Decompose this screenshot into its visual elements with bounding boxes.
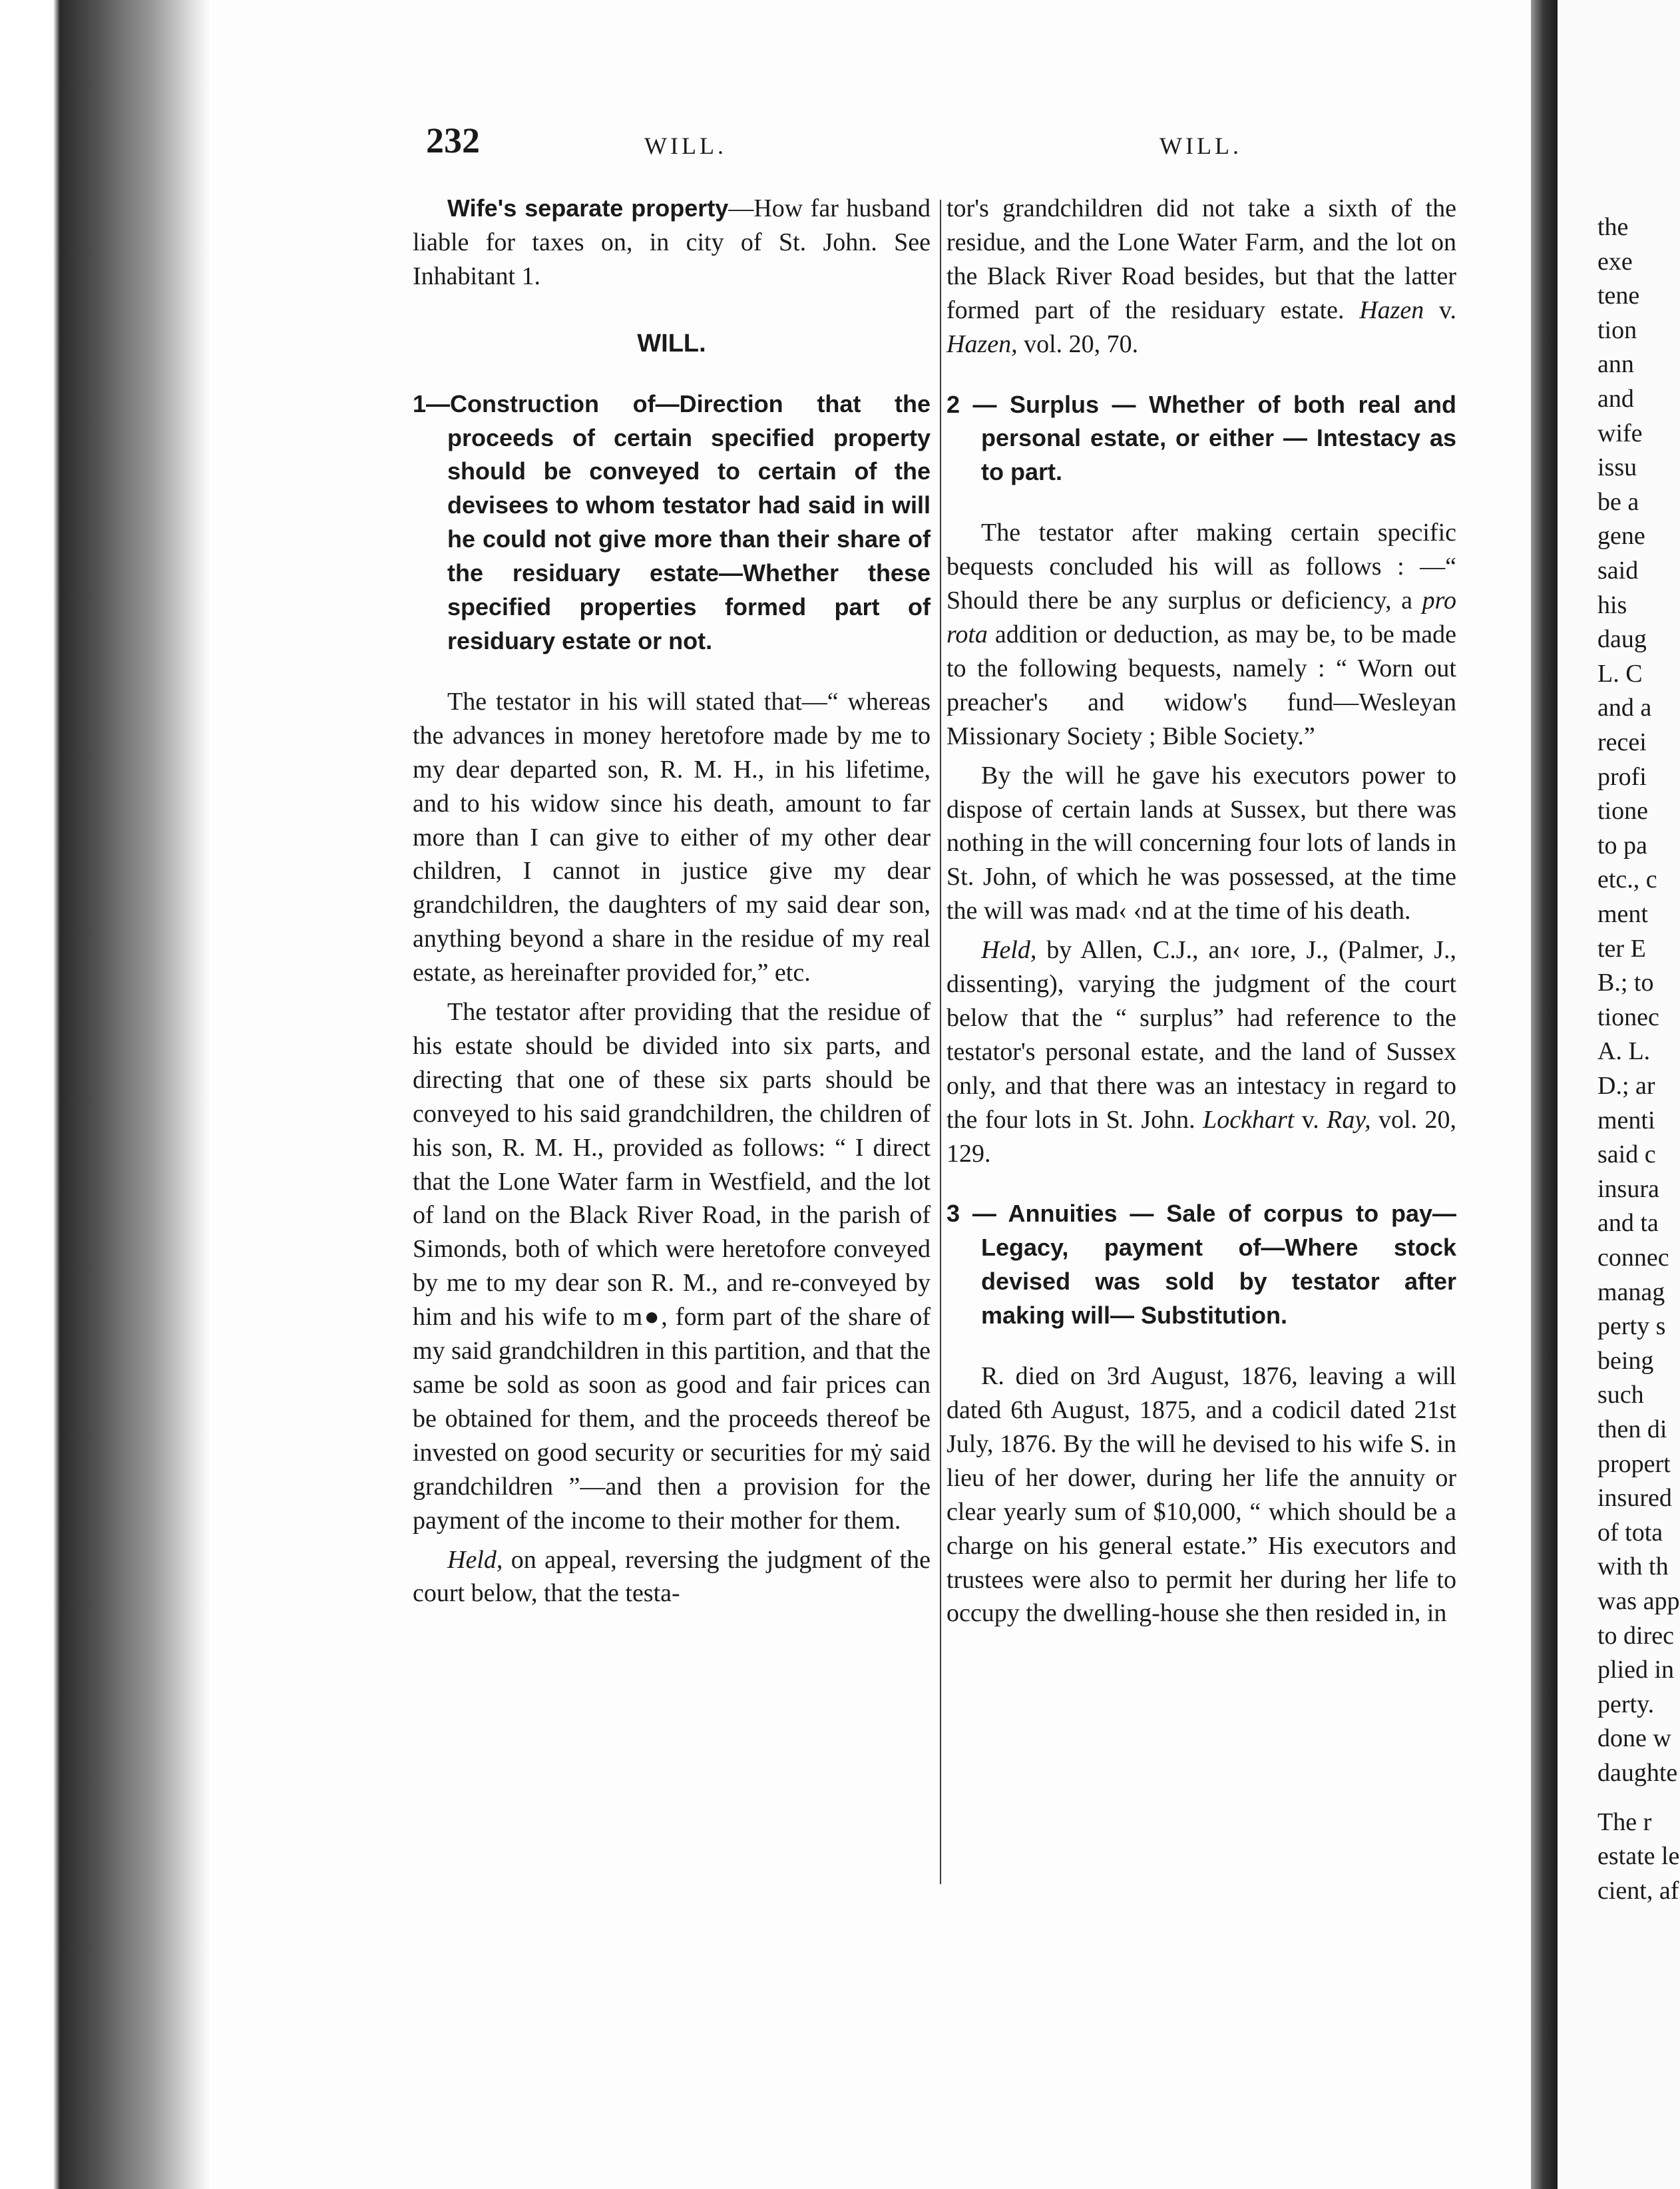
facing-page-line: ment [1597,900,1648,928]
facing-page-line: to direc [1597,1621,1675,1650]
cross-reference-entry [413,192,931,294]
facing-page-line: exe [1597,247,1633,276]
entry-lead: Wife's separate property [447,194,729,222]
facing-page-line: be a [1597,487,1639,516]
facing-page-line: his [1597,591,1627,619]
facing-page-line: L. C [1597,659,1643,688]
facing-page-line: plied in [1597,1656,1675,1684]
citation-text: vol. 20, 129. [946,1105,1456,1168]
paragraph: R. died on 3rd August, 1876, leaving a will dated 6th August, 1875, and a codicil dated 21st July, 1876. By the will he devised to his wife S. in lieu of her dower, during her life the annuity or clear yearly sum of $10,000, “ which should be a charge on his general estate.” His executors and trustees were also to permit her during her life to occupy the dwelling-house she then resided in, in [946,1362,1456,1628]
facing-page-line: then di [1597,1415,1667,1443]
page-number: 232 [426,121,480,160]
facing-page-line: being [1597,1346,1654,1375]
facing-page-line: estate le [1597,1842,1680,1871]
book-page-edge [0,0,212,2189]
left-column [413,192,931,1610]
paragraph-text: The testator after making certain specific bequests concluded his will as follows : —“ Should there be any surplus or deficiency, a [946,519,1456,615]
holding-paragraph [413,1543,931,1611]
facing-page-line: of tota [1597,1518,1663,1547]
facing-page-line: tion [1597,316,1637,344]
facing-page-line: propert [1597,1449,1671,1478]
paragraph: By the will he gave his executors power to dispose of certain lands at Sussex, but there was nothing in the will concerning four lots of lands in St. John, of which he was possessed, at the time the will was mad‹ ‹nd at the time of his death. [946,761,1456,925]
headnote-3: 3 — Annuities — Sale of corpus to pay— Legacy, payment of—Where stock devised was sold by testator after making will— Substitution. [946,1200,1456,1330]
citation-text: vol. 20, 70. [1017,330,1139,358]
facing-page-line: perty s [1597,1312,1666,1341]
holding-text: by Allen, C.J., an‹ ıore, J., (Palmer, J., dissenting), varying the judgment of the court below that the “ surplus” had reference to the testator's personal estate, and the land of Sussex only, and that there was an intestacy in regard to the four lots in St. John. [946,936,1456,1134]
facing-page-line: manag [1597,1278,1665,1306]
facing-page-line: cient, af [1597,1876,1679,1905]
entry-text: —How far husband liable for taxes on, in city of St. John. See Inhabitant 1. [413,194,931,290]
column-rule [940,200,941,1884]
headnote-2: 2 — Surplus — Whether of both real and personal estate, or either — Intestacy as to part. [946,390,1456,486]
facing-page-line: A. L. [1597,1037,1651,1066]
running-head-right: WILL. [1159,132,1242,159]
facing-page-fragment [1558,0,1680,2189]
facing-page-line: to pa [1597,831,1647,859]
running-head-left: WILL. [644,132,727,159]
facing-page-line: done w [1597,1724,1671,1753]
paragraph-continued [946,192,1456,362]
paragraph [946,516,1456,753]
paragraph: The testator after providing that the residue of his estate should be divided into six parts, and directing that one of these six parts should be conveyed to his said grandchildren, the children of his son, R. M. H., provided as follows: “ I direct that the Lone Water farm in Westfield, and the lot of land on the Black River Road, in the parish of Simonds, both of which were heretofore conveyed by me to my dear son R. M., and re-conveyed by him and his wife to m●, form part of the share of my said grandchildren in this partition, and that the same be sold as soon as good and fair prices can be obtained for them, and the proceeds thereof be invested on good security or securities for mẏ said grandchildren ”—and then a provision for the payment of the income to their mother for them. [413,998,931,1535]
facing-page-line: daug [1597,625,1647,654]
case-name: Lockhart [1203,1105,1295,1134]
case-name: Ray, [1327,1105,1371,1134]
facing-page-line: the [1597,213,1629,241]
headnote-1: 1—Construction of—Direction that the proceeds of certain specified property should be conveyed to certain of the devisees to whom testator had said in will he could not give more than their share of the residuary estate—Whether these specified properties formed part of residuary estate or not. [413,389,931,654]
holding-paragraph [946,933,1456,1170]
facing-page-line: and a [1597,694,1652,722]
case-name: Hazen, [946,330,1018,358]
facing-page-line: insura [1597,1174,1659,1203]
paragraph-text: addition or deduction, as may be, to be made to the following bequests, namely : “ Worn out preacher's and widow's fund—Wesleyan Missionary Society ; Bible Society.” [946,620,1456,750]
facing-page-line: ann [1597,350,1634,379]
facing-page-line: gene [1597,522,1645,551]
facing-page-line: ter E [1597,934,1646,963]
facing-page-line: with th [1597,1553,1669,1581]
facing-page-line: tionec [1597,1003,1659,1031]
facing-page-line: tione [1597,797,1648,826]
held-label: Held, [447,1545,503,1574]
facing-page-line: connec [1597,1244,1669,1272]
held-label: Held, [981,936,1037,965]
facing-page-line: etc., c [1597,865,1657,894]
facing-page-line: insured [1597,1484,1672,1513]
citation-text: v. [1424,296,1456,324]
facing-page-line: perty. [1597,1690,1655,1718]
facing-page-line: said [1597,557,1639,585]
citation-text: v. [1294,1105,1327,1134]
facing-page-line: daughte [1597,1759,1678,1787]
facing-page-line: The r [1597,1808,1652,1836]
facing-page-line: was app [1597,1587,1680,1615]
book-gutter [1531,0,1558,2189]
facing-page-line: such [1597,1381,1644,1409]
facing-page-line: issu [1597,453,1637,482]
section-heading: WILL. [637,329,706,358]
facing-page-line: said c [1597,1140,1656,1169]
paragraph-text: tor's grandchildren did not take a sixth of the residue, and the Lone Water Farm, and the lot on the Black River Road besides, but that the latter formed part of the residuary estate. [946,194,1456,324]
holding-text: on appeal, reversing the judgment of the court below, that the testa- [413,1545,931,1608]
facing-page-line: profi [1597,762,1647,791]
facing-page-line: tene [1597,282,1640,310]
latin-phrase: pro rota [946,587,1456,648]
facing-page-line: D.; ar [1597,1072,1655,1100]
paragraph: The testator in his will stated that—“ whereas the advances in money heretofore made by me to my dear departed son, R. M. H., in his lifetime, and to his widow since his death, amount to far more than I can give to either of my other dear children, I cannot in justice give my dear grandchildren, the daughters of my said dear son, anything beyond a share in the residue of my real estate, as hereinafter provided for,” etc. [413,687,931,987]
facing-page-line: and [1597,385,1634,413]
right-column [946,192,1456,1630]
case-name: Hazen [1359,296,1424,324]
facing-page-line: menti [1597,1106,1655,1134]
facing-page-line: recei [1597,728,1647,756]
facing-page-line: and ta [1597,1209,1659,1238]
facing-page-line: wife [1597,419,1643,447]
facing-page-line: B.; to [1597,969,1654,997]
